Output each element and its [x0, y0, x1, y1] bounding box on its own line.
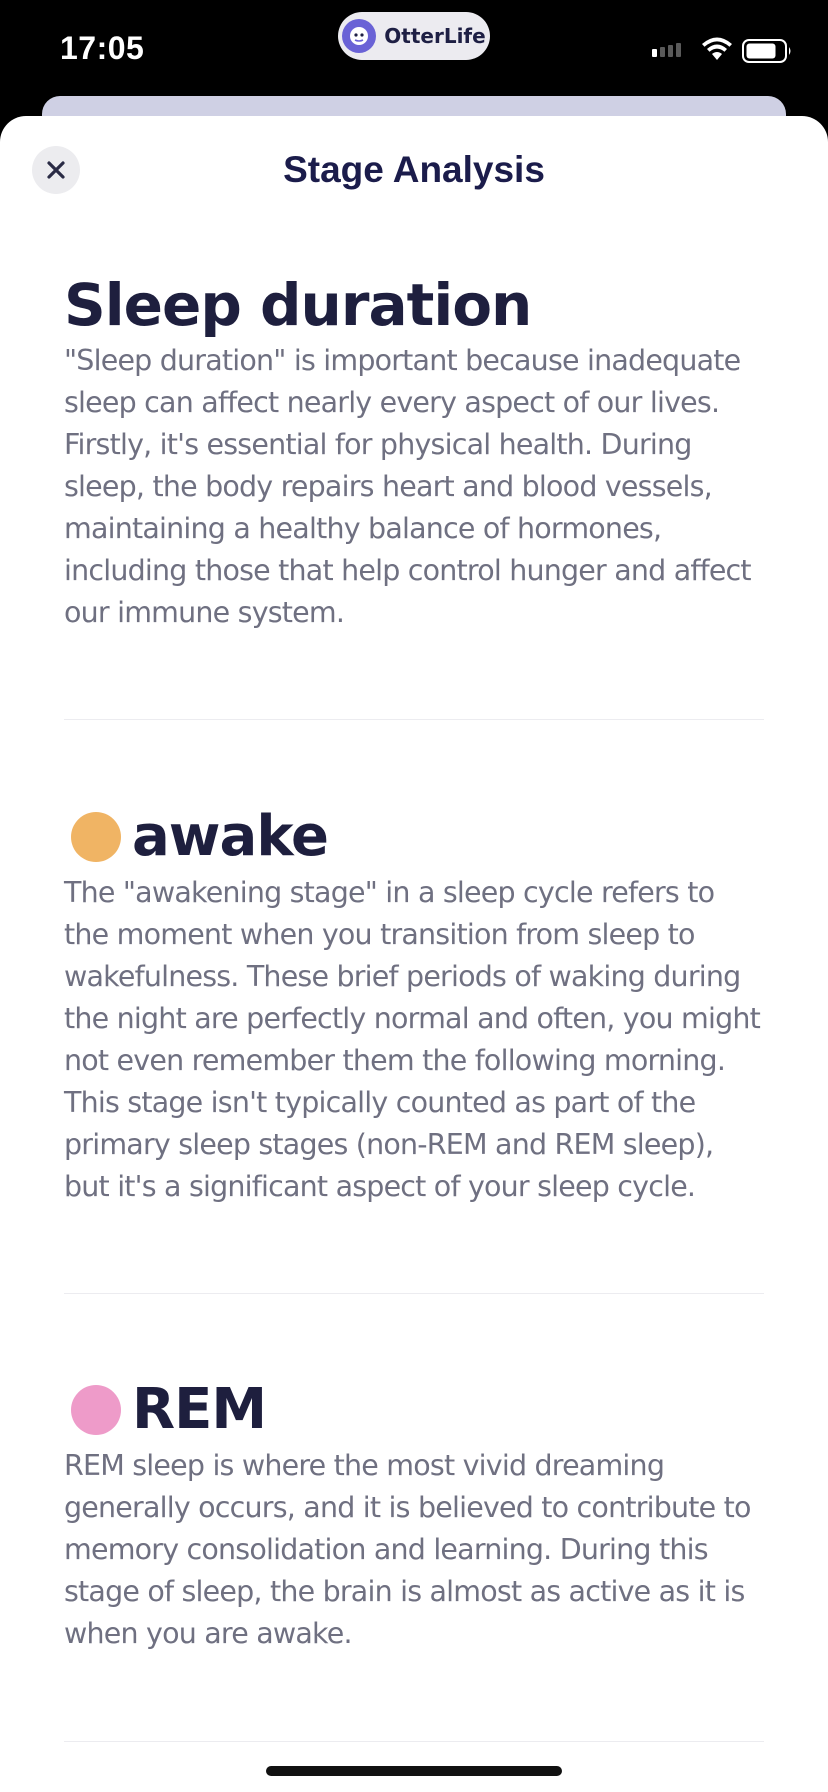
app-indicator-pill[interactable] [338, 12, 490, 60]
section-sleep-duration [64, 270, 764, 634]
section-awake [64, 802, 764, 1208]
divider [64, 719, 764, 720]
stage-title: awake [132, 804, 329, 869]
status-time: 17:05 [60, 30, 145, 66]
stage-analysis-sheet [0, 116, 828, 1792]
sheet-title: Stage Analysis [283, 149, 545, 190]
divider [64, 1293, 764, 1294]
divider [64, 1741, 764, 1742]
status-bar [0, 0, 828, 100]
otter-logo-icon [342, 19, 376, 53]
section-rem [64, 1375, 764, 1655]
home-indicator[interactable] [266, 1766, 562, 1776]
awake-color-dot-icon [71, 812, 121, 862]
rem-color-dot-icon [71, 1385, 121, 1435]
app-name: OtterLife [384, 24, 486, 48]
section-description: The "awakening stage" in a sleep cycle refers to the moment when you transition from sleep to wakefulness. These brief periods of waking during the night are perfectly normal and often, you might not even remember them the following morning. This stage isn't typically counted as part of the primary sleep stages (non-REM and REM sleep), but it's a significant aspect of your sleep cycle. [64, 876, 761, 1203]
wifi-icon [700, 36, 734, 62]
stage-title: REM [132, 1377, 267, 1442]
section-description: "Sleep duration" is important because inadequate sleep can affect nearly every aspect of our lives. Firstly, it's essential for physical health. During sleep, the body repairs heart and blood vessels, maintaining a healthy balance of hormones, including those that help control hunger and affect our immune system. [64, 344, 751, 629]
section-description: REM sleep is where the most vivid dreaming generally occurs, and it is believed to contribute to memory consolidation and learning. During this stage of sleep, the brain is almost as active as it is when you are awake. [64, 1449, 751, 1650]
battery-icon [742, 38, 794, 64]
section-heading [64, 802, 764, 872]
section-heading [64, 1375, 764, 1445]
cellular-signal-icon [652, 43, 681, 57]
section-heading: Sleep duration [64, 271, 532, 339]
